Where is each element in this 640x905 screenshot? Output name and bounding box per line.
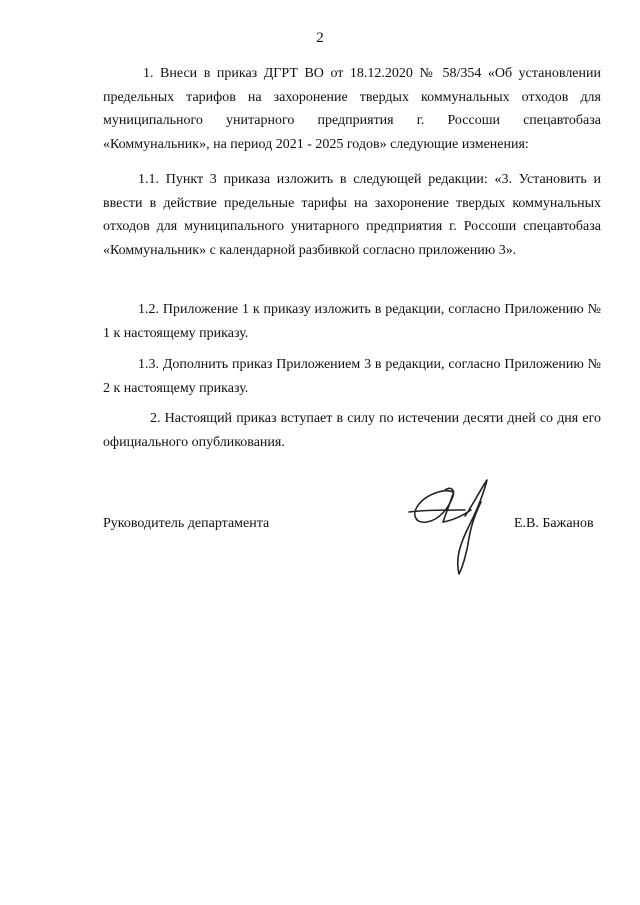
signatory-title: Руководитель департамента: [103, 516, 270, 531]
paragraph-1-3: 1.3. Дополнить приказ Приложением 3 в редакции, согласно Приложению № 2 к настоящему приказу.: [103, 357, 601, 396]
paragraph-1: 1. Внеси в приказ ДГРТ ВО от 18.12.2020 № 58/354 «Об установлении предельных тарифов на захоронение твердых коммунальных отходов для муниципального унитарного предприятия г. Россоши спецавтобаза «Коммунальник», на период 2021 - 2025 годов» следующие изменения:: [103, 66, 601, 153]
paragraph-2: 2. Настоящий приказ вступает в силу по истечении десяти дней со дня его официального опубликования.: [103, 411, 601, 450]
paragraph-1-1: 1.1. Пункт 3 приказа изложить в следующей редакции: «3. Установить и ввести в действие предельные тарифы на захоронение твердых коммунальных отходов для муниципального унитарного предприятия г. Россоши спецавтобаза «Коммунальник» с календарной разбивкой согласно приложению 3».: [103, 172, 601, 259]
paragraph-1-2: 1.2. Приложение 1 к приказу изложить в редакции, согласно Приложению № 1 к настоящему приказу.: [103, 302, 601, 341]
page-number: 2: [316, 30, 324, 46]
handwritten-signature: [405, 470, 505, 586]
signatory-name: Е.В. Бажанов: [514, 516, 594, 531]
